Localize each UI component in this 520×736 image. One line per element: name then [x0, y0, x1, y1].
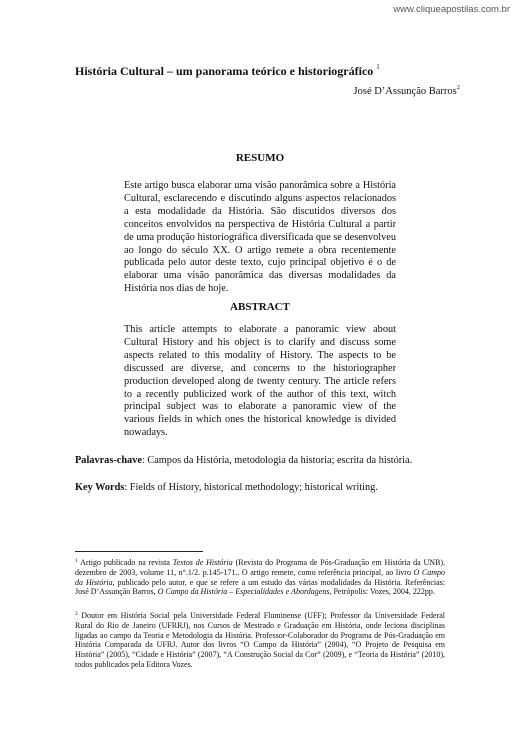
footnote-1-journal: Textos de História: [172, 558, 233, 567]
key-words-values: : Fields of History, historical methodology; historical writing.: [124, 482, 378, 493]
title-footnote-marker: 1: [376, 63, 380, 71]
footnote-2-text: Doutor em História Social pela Universidade Federal Fluminense (UFF); Professor da Universidade Federal Rural do Rio de Janeiro (UFRRJ), nos Cursos de Mestrado e Graduação em História, onde leciona disciplinas ligadas ao campo da Teoria e Metodologia da História. Professor-Colaborador do Programa de Pós-Graduação em História Comparada da UFRJ. Autor dos livros “O Campo da História” (2004), “O Projeto de Pesquisa em História” (2005), “Cidade e História” (2007), “A Construção Social da Cor” (2009), e “Teoria da História” (2010), todos publicados pela Editora Vozes.: [75, 611, 446, 669]
source-watermark: www.cliqueapostilas.com.br: [393, 4, 510, 15]
footnote-1-text-d: , Petrópolis: Vozes, 2004, 222pp.: [329, 587, 435, 597]
footnote-divider: [75, 551, 203, 552]
footnote-1-book-full: O Campo da História – Especialidades e Abordagens: [157, 587, 330, 597]
abstract-paragraph: This article attempts to elaborate a panoramic view about Cultural History and his object is to clarify and discuss some aspects related to this modality of History. The aspects to be discussed are diverse, and concerns to the historiographer production developed along de twenty century. The article refers to a recently publicized work of the author of this text, witch principal subject was to elaborate a panoramic view of the various fields in which ones the historical knowledge is divided nowadays.: [124, 324, 396, 439]
footnote-1-text-c: , publicado pelo autor, e que se refere a um estudo das várias modalidades da História. Referências: José D’Assunção Barros,: [75, 577, 445, 597]
footnote-2-marker: 2: [75, 611, 78, 617]
article-author: [354, 84, 460, 97]
footnote-1-text-a: Artigo publicado na revista: [80, 558, 173, 567]
key-words-line: [75, 482, 455, 493]
footnote-1-book: O Campo da História: [75, 567, 445, 587]
footnote-1-text-b: (Revista do Programa de Pós-Graduação em História da UNB). dezembro de 2003, volume 11, n°.1/2. p.145-171.. O artigo remete, como referência principal, ao livro: [75, 558, 446, 577]
palavras-chave-values: : Campos da História, metodologia da historia; escrita da história.: [141, 455, 413, 466]
article-title-text: História Cultural – um panorama teórico e historiográfico: [75, 64, 374, 78]
abstract-heading: ABSTRACT: [230, 301, 290, 313]
article-title: [75, 63, 380, 79]
key-words-label: Key Words: [75, 482, 125, 493]
resumo-paragraph: Este artigo busca elaborar uma visão panorâmica sobre a História Cultural, esclarecendo e discutindo alguns aspectos relacionados a esta modalidade da História. São discutidos diversos dos conceitos envolvidos na perspectiva de História Cultural a partir de uma produção historiográfica diversificada que se desenvolveu ao longo do século XX. O artigo remete a obra recentemente publicada pelo autor deste texto, cujo principal objetivo é o de elaborar uma visão panorâmica das diversas modalidades da História nos dias de hoje.: [124, 180, 396, 295]
footnote-1-marker: 1: [75, 558, 78, 564]
author-name: José D’Assunção Barros: [353, 86, 457, 97]
palavras-chave-label: Palavras-chave: [75, 455, 142, 466]
resumo-heading: RESUMO: [235, 152, 285, 164]
author-footnote-marker: 2: [456, 84, 460, 91]
footnote-1: [75, 557, 445, 597]
footnote-2: [75, 610, 445, 670]
palavras-chave-line: [75, 455, 455, 466]
